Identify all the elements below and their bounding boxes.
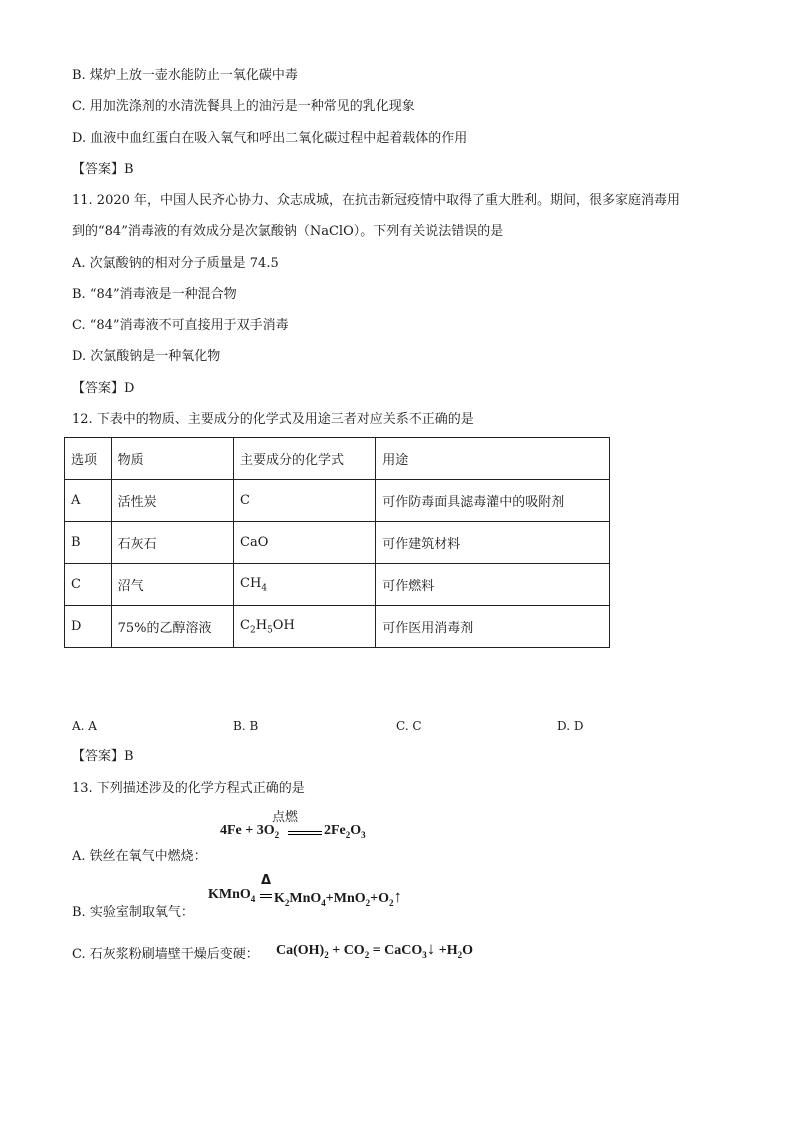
q11-stem-line2: 到的“84”消毒液的有效成分是次氯酸钠（NaClO）。下列有关说法错误的是 [72,224,504,239]
table-row [65,522,610,564]
table-row [65,564,610,606]
q10-option-b: B. 煤炉上放一壶水能防止一氧化碳中毒 [72,68,298,83]
row-option: D [65,606,112,648]
q12-choice-b: B. B [233,719,259,733]
row-use: 可作建筑材料 [376,522,610,564]
table-header-row [65,438,610,480]
table-row [65,480,610,522]
row-formula: $CH_4$ [234,564,376,606]
row-use: 可作燃料 [376,564,610,606]
q13-option-a: A. 铁丝在氧气中燃烧： [72,849,207,864]
q11-option-b: B. “84”消毒液是一种混合物 [72,287,237,302]
q11-stem-line1: 11. 2020 年，中国人民齐心协力、众志成城，在抗击新冠疫情中取得了重大胜利。期间，很多家庭消毒用 [72,193,681,208]
q12-choice-a: A. A [72,719,97,733]
eqB-reactant: KMnO$_4$ [208,887,256,904]
row-substance: 石灰石 [111,522,233,564]
row-option: C [65,564,112,606]
q12-choice-c: C. C [396,719,422,733]
row-formula: C [234,480,376,522]
q13-stem: 13. 下列描述涉及的化学方程式正确的是 [72,781,305,796]
eqA-equals [288,831,322,835]
eqA-condition: 点燃 [272,810,299,825]
q11-option-c: C. “84”消毒液不可直接用于双手消毒 [72,318,289,333]
row-formula: CaO [234,522,376,564]
q12-answer: 【答案】B [72,749,134,764]
row-substance: 沼气 [111,564,233,606]
q10-option-c: C. 用加洗涤剂的水清洗餐具上的油污是一种常见的乳化现象 [72,99,415,114]
row-use: 可作防毒面具滤毒灌中的吸附剂 [376,480,610,522]
row-formula: $C_2H_5OH$ [234,606,376,648]
header-use: 用途 [376,438,610,480]
header-formula: 主要成分的化学式 [234,438,376,480]
header-option: 选项 [65,438,112,480]
eqA-right: $2Fe_2O_3$ [324,823,366,840]
header-substance: 物质 [111,438,233,480]
q11-option-a: A. 次氯酸钠的相对分子质量是 74.5 [72,256,279,271]
eqA-left: $4Fe + 3O_2$ [220,823,280,840]
row-use: 可作医用消毒剂 [376,606,610,648]
q12-choice-d: D. D [557,719,584,733]
row-option: A [65,480,112,522]
table-row [65,606,610,648]
q11-option-d: D. 次氯酸钠是一种氧化物 [72,349,221,364]
eqB-equals [260,894,272,898]
eqB-condition: Δ [261,873,272,888]
q12-stem: 12. 下表中的物质、主要成分的化学式及用途三者对应关系不正确的是 [72,412,474,427]
q11-answer: 【答案】D [72,381,135,396]
q13-option-c: C. 石灰浆粉刷墙壁干燥后变硬： [72,947,259,962]
row-substance: 75%的乙醇溶液 [111,606,233,648]
eqC: $Ca(OH)_2 + CO_2$ = CaCO$_3$↓ $+H_2O$ [276,939,474,960]
q10-answer: 【答案】B [72,162,134,177]
row-substance: 活性炭 [111,480,233,522]
q13-option-b: B. 实验室制取氧气： [72,905,194,920]
row-option: B [65,522,112,564]
down-arrow-icon: ↓ [426,939,436,958]
eqB-products: $K_2MnO_4+MnO_2+O_2↑$ [274,887,403,908]
q10-option-d: D. 血液中血红蛋白在吸入氧气和呼出二氧化碳过程中起着载体的作用 [72,131,468,146]
up-arrow-icon: ↑ [393,887,403,906]
q12-table [64,437,610,648]
